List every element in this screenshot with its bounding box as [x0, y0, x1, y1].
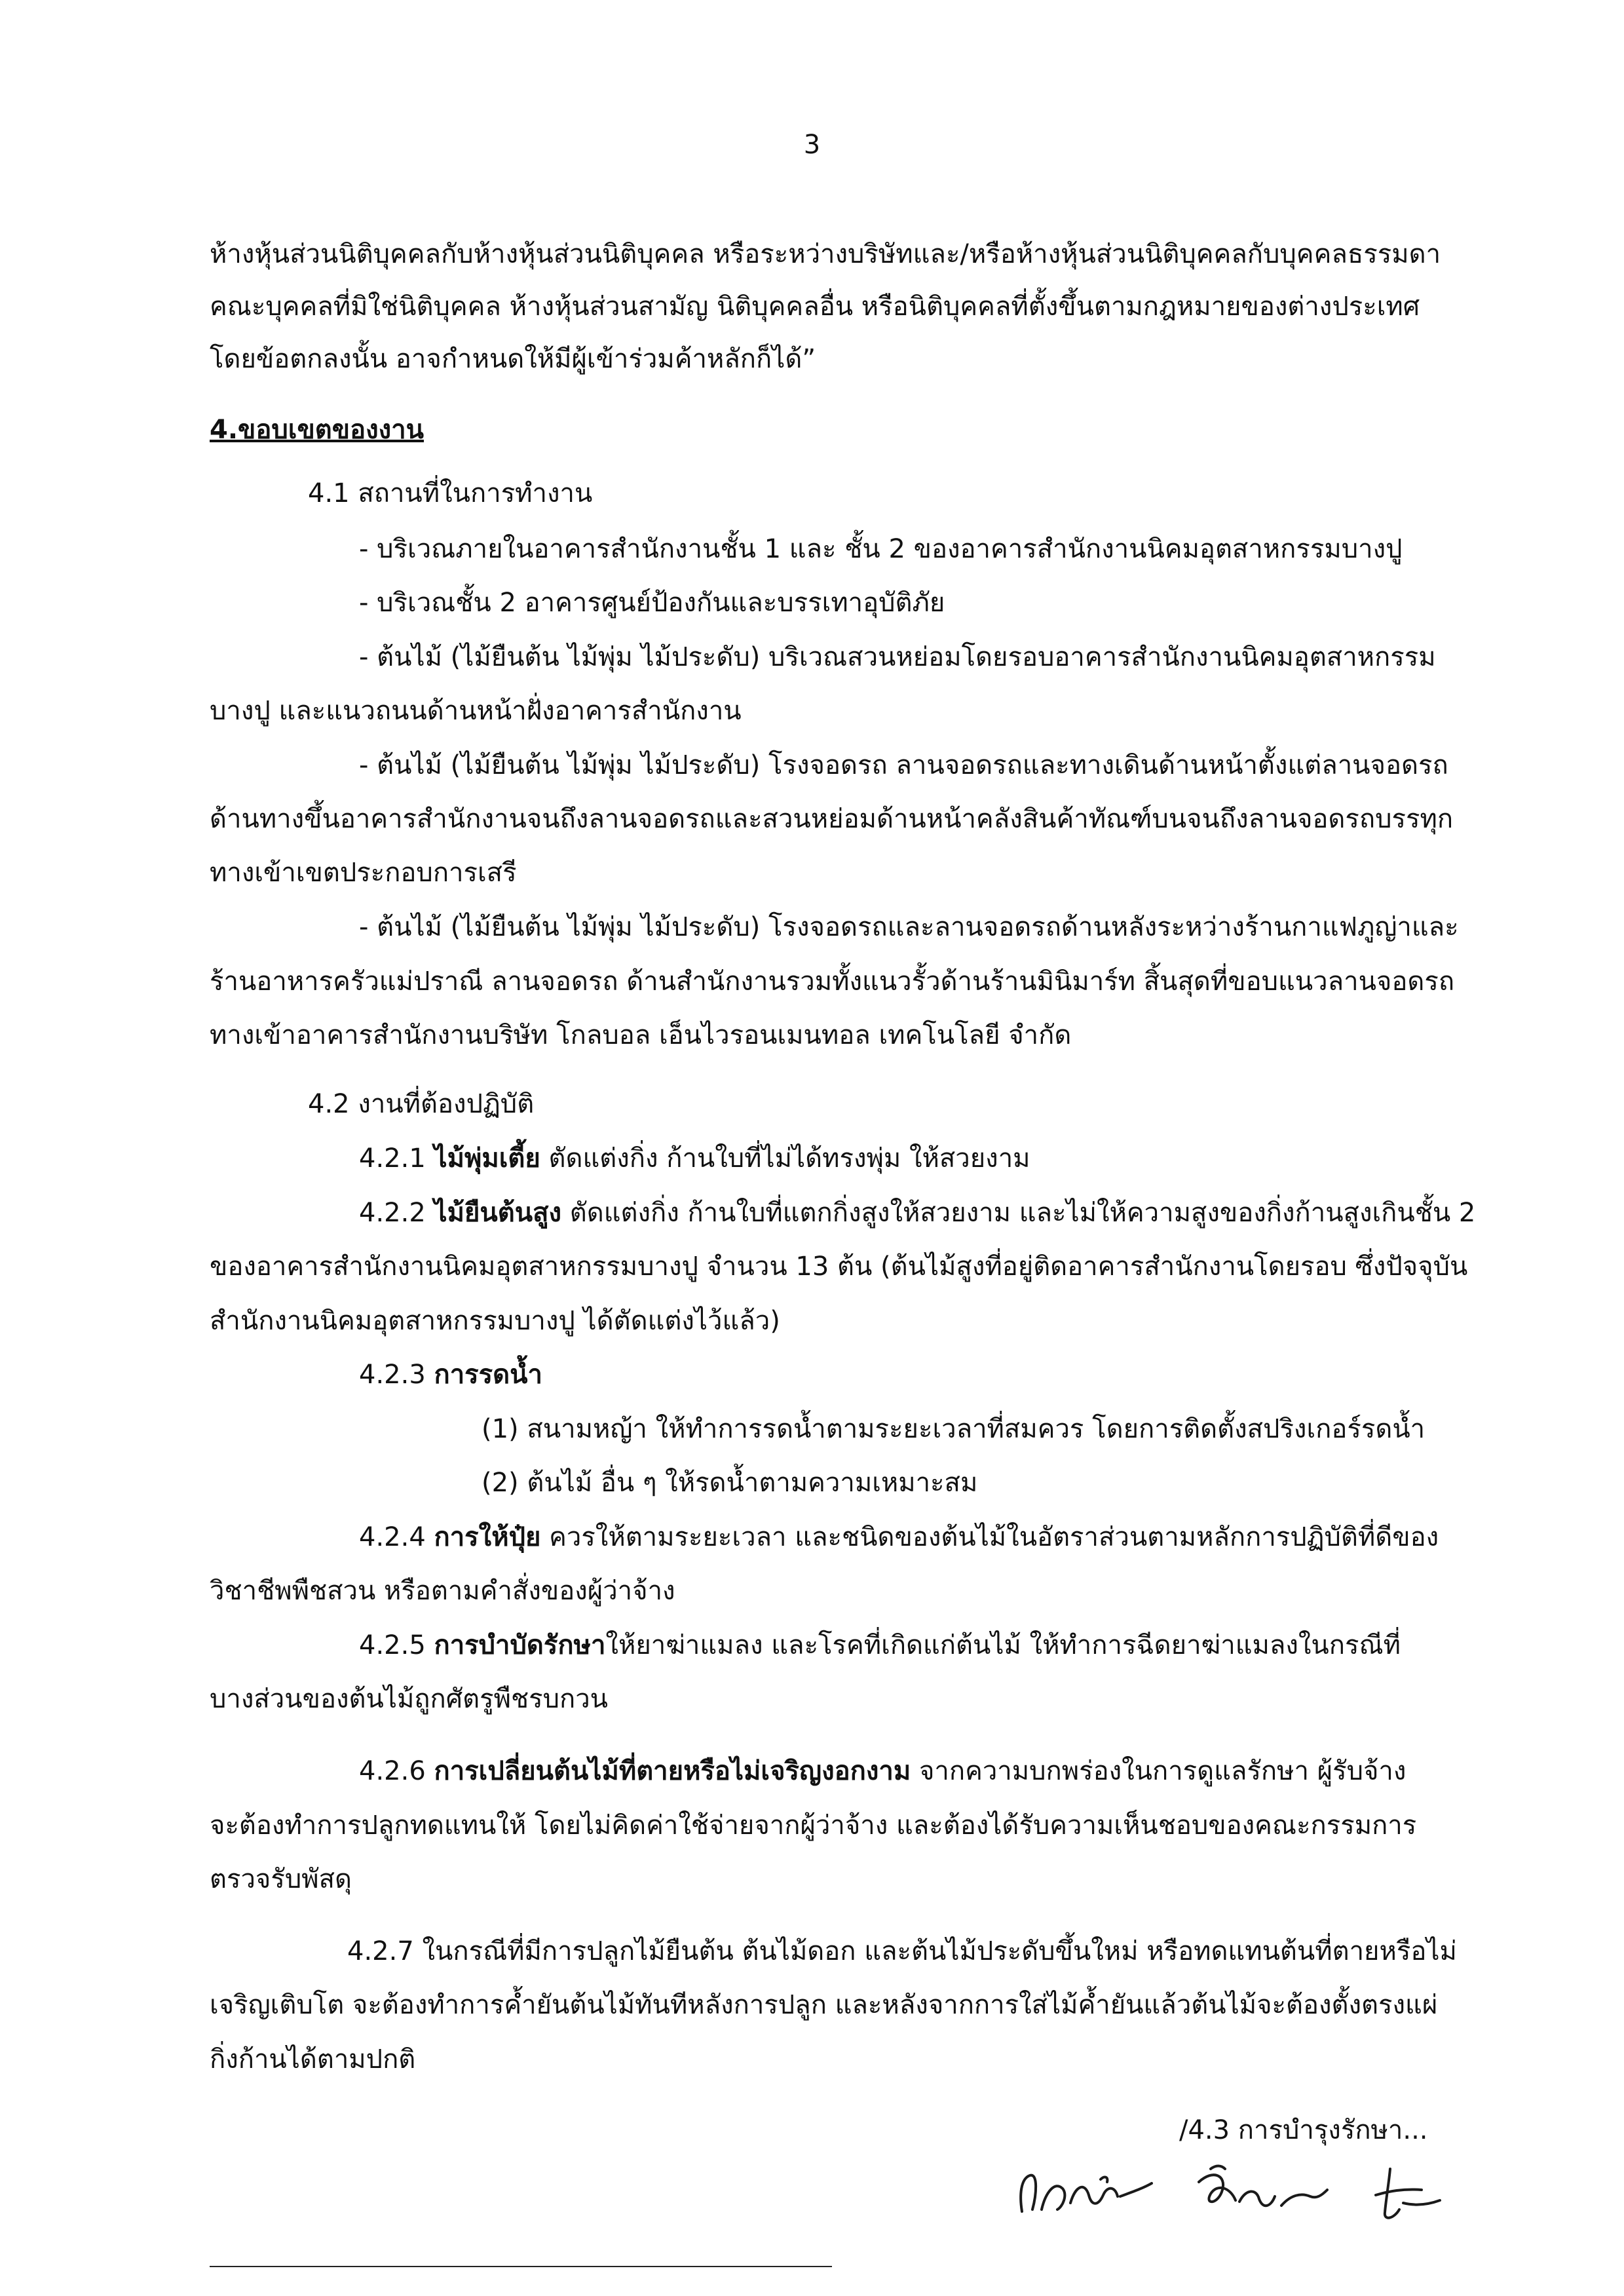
- location-bullet-3-line-1: - ต้นไม้ (ไม้ยืนต้น ไม้พุ่ม ไม้ประดับ) บริเวณสวนหย่อมโดยรอบอาคารสำนักงานนิคมอุตสาหกรรม: [359, 642, 1436, 672]
- task-4-2-5-line-2: บางส่วนของต้นไม้ถูกศัตรูพืชรบกวน: [210, 1684, 609, 1714]
- location-bullet-4-line-2: ด้านทางขึ้นอาคารสำนักงานจนถึงลานจอดรถและสวนหย่อมด้านหน้าคลังสินค้าทัณฑ์บนจนถึงลานจอดรถบรรทุก: [210, 804, 1454, 834]
- signature-3: [1376, 2169, 1440, 2218]
- task-4-2-5-title: การบำบัดรักษา: [434, 1630, 606, 1660]
- task-4-2-1-title: ไม้พุ่มเตี้ย: [434, 1143, 540, 1174]
- task-4-2-2-line-2: ของอาคารสำนักงานนิคมอุตสาหกรรมบางปู จำนวน 13 ต้น (ต้นไม้สูงที่อยู่ติดอาคารสำนักงานโดยรอบ ซึ่งปัจจุบัน: [210, 1252, 1468, 1282]
- continuation-note: /4.3 การบำรุงรักษา...: [1179, 2115, 1428, 2145]
- task-4-2-3: [359, 1362, 542, 1388]
- task-4-2-5-number: 4.2.5: [359, 1630, 434, 1660]
- location-bullet-5-line-1: - ต้นไม้ (ไม้ยืนต้น ไม้พุ่ม ไม้ประดับ) โรงจอดรถและลานจอดรถด้านหลังระหว่างร้านกาแฟภูญ่าและ: [359, 912, 1459, 942]
- location-bullet-5-line-3: ทางเข้าอาคารสำนักงานบริษัท โกลบอล เอ็นไวรอนเมนทอล เทคโนโลยี จำกัด: [210, 1020, 1072, 1050]
- task-4-2-4-line-2: วิชาชีพพืชสวน หรือตามคำสั่งของผู้ว่าจ้าง: [210, 1576, 675, 1606]
- task-4-2-2: [359, 1200, 1475, 1226]
- task-4-2-2-number: 4.2.2: [359, 1198, 434, 1228]
- task-4-2-6: [359, 1758, 1406, 1784]
- task-4-2-6-number: 4.2.6: [359, 1756, 434, 1786]
- location-bullet-5-line-2: ร้านอาหารครัวแม่ปราณี ลานจอดรถ ด้านสำนักงานรวมทั้งแนวรั้วด้านร้านมินิมาร์ท สิ้นสุดที่ขอบแนวลานจอดรถ: [210, 966, 1455, 997]
- subsection-4-1-title: 4.1 สถานที่ในการทำงาน: [308, 478, 593, 508]
- task-4-2-2-text: ตัดแต่งกิ่ง ก้านใบที่แตกกิ่งสูงให้สวยงาม และไม่ให้ความสูงของกิ่งก้านสูงเกินชั้น 2: [561, 1198, 1476, 1228]
- signature-1: [1021, 2175, 1152, 2211]
- task-4-2-2-line-3: สำนักงานนิคมอุตสาหกรรมบางปู ได้ตัดแต่งไว้แล้ว): [210, 1306, 780, 1336]
- task-4-2-6-title: การเปลี่ยนต้นไม้ที่ตายหรือไม่เจริญงอกงาม: [434, 1756, 911, 1786]
- location-bullet-4-line-1: - ต้นไม้ (ไม้ยืนต้น ไม้พุ่ม ไม้ประดับ) โรงจอดรถ ลานจอดรถและทางเดินด้านหน้าตั้งแต่ลานจอดรถ: [359, 750, 1448, 780]
- page-number: 3: [803, 130, 821, 160]
- location-bullet-1: - บริเวณภายในอาคารสำนักงานชั้น 1 และ ชั้น 2 ของอาคารสำนักงานนิคมอุตสาหกรรมบางปู: [359, 534, 1403, 564]
- task-4-2-3-sub-1: (1) สนามหญ้า ให้ทำการรดน้ำตามระยะเวลาที่สมควร โดยการติดตั้งสปริงเกอร์รดน้ำ: [482, 1414, 1426, 1444]
- handwritten-signatures: [1002, 2149, 1474, 2228]
- footer-rule: [210, 2266, 832, 2267]
- task-4-2-3-number: 4.2.3: [359, 1360, 434, 1390]
- task-4-2-6-text: จากความบกพร่องในการดูแลรักษา ผู้รับจ้าง: [911, 1756, 1407, 1786]
- task-4-2-3-title: การรดน้ำ: [434, 1360, 542, 1390]
- intro-line-2: คณะบุคคลที่มิใช่นิติบุคคล ห้างหุ้นส่วนสามัญ นิติบุคคลอื่น หรือนิติบุคคลที่ตั้งขึ้นตามกฎหมายของต่างประเทศ: [210, 292, 1420, 322]
- location-bullet-3-line-2: บางปู และแนวถนนด้านหน้าฝั่งอาคารสำนักงาน: [210, 696, 742, 726]
- subsection-4-2-title: 4.2 งานที่ต้องปฏิบัติ: [308, 1089, 535, 1119]
- task-4-2-7-line-2: เจริญเติบโต จะต้องทำการค้ำยันต้นไม้ทันทีหลังการปลูก และหลังจากการใส่ไม้ค้ำยันแล้วต้นไม้จะต้องตั้งตรงแผ่: [210, 1990, 1438, 2020]
- task-4-2-1-text: ตัดแต่งกิ่ง ก้านใบที่ไม่ได้ทรงพุ่ม ให้สวยงาม: [540, 1143, 1030, 1174]
- intro-line-1: ห้างหุ้นส่วนนิติบุคคลกับห้างหุ้นส่วนนิติบุคคล หรือระหว่างบริษัทและ/หรือห้างหุ้นส่วนนิติบุคคลกับบุคคลธรรมดา: [210, 239, 1441, 269]
- task-4-2-6-line-3: ตรวจรับพัสดุ: [210, 1864, 352, 1894]
- task-4-2-1: [359, 1145, 1030, 1172]
- task-4-2-2-title: ไม้ยืนต้นสูง: [434, 1198, 562, 1228]
- task-4-2-4-number: 4.2.4: [359, 1522, 434, 1552]
- task-4-2-6-line-2: จะต้องทำการปลูกทดแทนให้ โดยไม่คิดค่าใช้จ่ายจากผู้ว่าจ้าง และต้องได้รับความเห็นชอบของคณะกรรมการ: [210, 1810, 1417, 1841]
- task-4-2-7-line-1: 4.2.7 ในกรณีที่มีการปลูกไม้ยืนต้น ต้นไม้ดอก และต้นไม้ประดับขึ้นใหม่ หรือทดแทนต้นที่ตายหรือไม่: [347, 1936, 1457, 1966]
- task-4-2-3-sub-2: (2) ต้นไม้ อื่น ๆ ให้รดน้ำตามความเหมาะสม: [482, 1468, 978, 1498]
- task-4-2-5: [359, 1632, 1401, 1658]
- task-4-2-4-text: ควรให้ตามระยะเวลา และชนิดของต้นไม้ในอัตราส่วนตามหลักการปฏิบัติที่ดีของ: [540, 1522, 1439, 1552]
- task-4-2-7-line-3: กิ่งก้านได้ตามปกติ: [210, 2044, 416, 2075]
- signature-2: [1199, 2166, 1327, 2206]
- task-4-2-1-number: 4.2.1: [359, 1143, 434, 1174]
- location-bullet-4-line-3: ทางเข้าเขตประกอบการเสรี: [210, 858, 517, 888]
- task-4-2-4-title: การให้ปุ๋ย: [434, 1522, 541, 1552]
- section-heading: 4.ขอบเขตของงาน: [210, 415, 425, 445]
- intro-line-3: โดยข้อตกลงนั้น อาจกำหนดให้มีผู้เข้าร่วมค้าหลักก็ได้”: [210, 344, 816, 374]
- task-4-2-4: [359, 1524, 1439, 1550]
- task-4-2-5-text: ให้ยาฆ่าแมลง และโรคที่เกิดแก่ต้นไม้ ให้ทำการฉีดยาฆ่าแมลงในกรณีที่: [605, 1630, 1401, 1660]
- location-bullet-2: - บริเวณชั้น 2 อาคารศูนย์ป้องกันและบรรเทาอุบัติภัย: [359, 588, 945, 618]
